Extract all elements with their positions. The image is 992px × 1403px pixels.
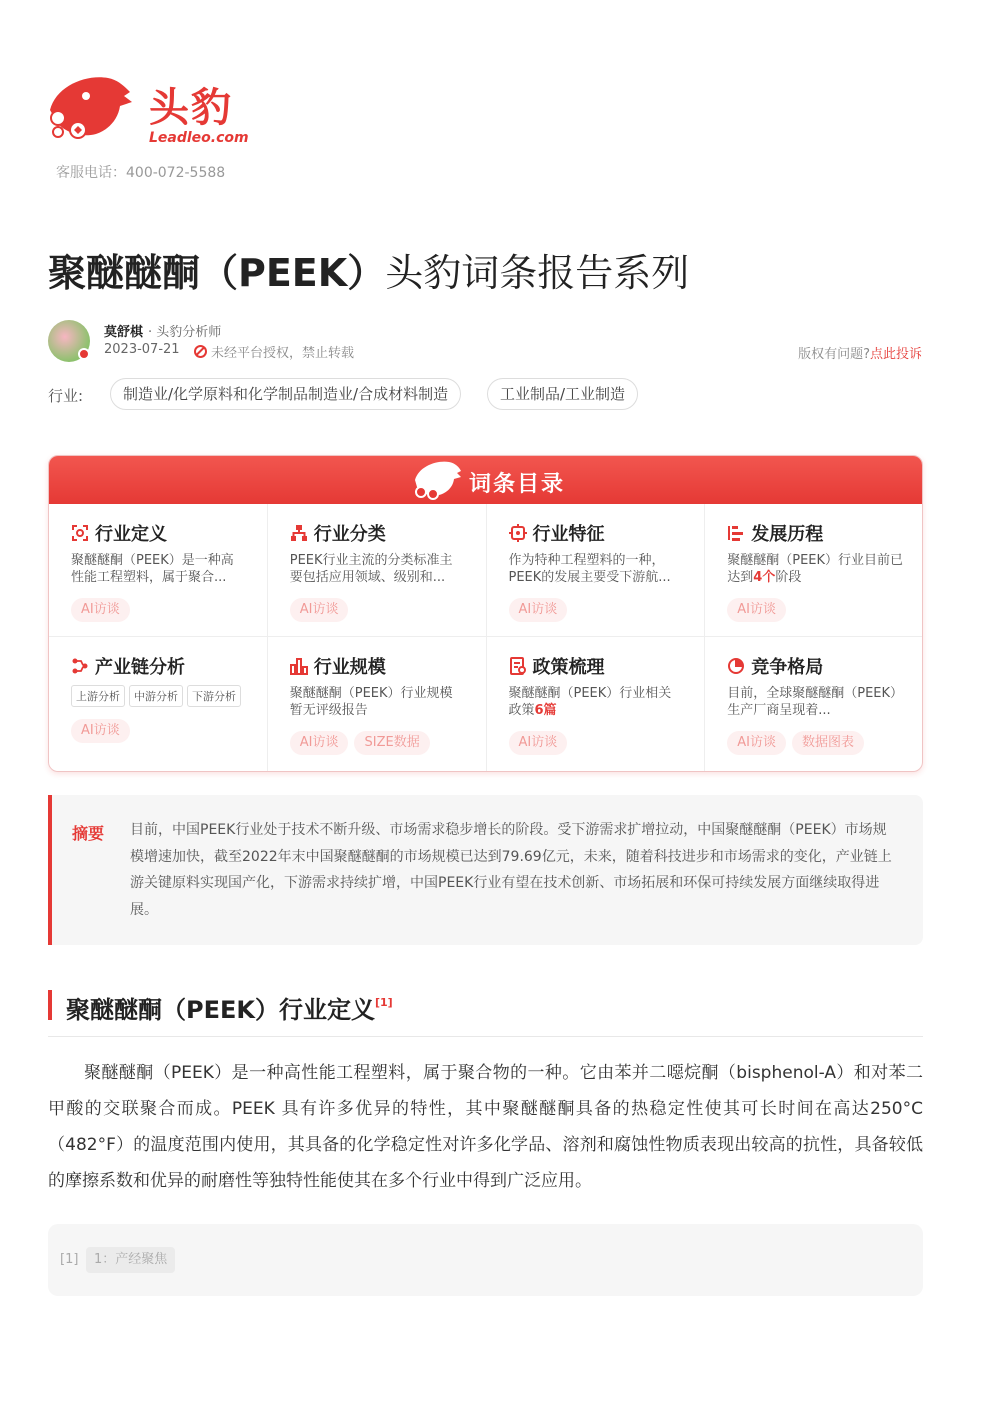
page-title [48, 242, 689, 297]
ai-interview-pill[interactable]: AI访谈 [290, 731, 349, 755]
catalog-item-desc: 聚醚醚酮（PEEK）行业规模暂无评级报告 [289, 686, 453, 718]
summary-box [48, 795, 923, 945]
catalog-item-desc: 目前，全球聚醚醚酮（PEEK）生产厂商呈现着... [727, 686, 904, 718]
section-title-text: 聚醚醚酮（PEEK）行业定义 [66, 996, 375, 1024]
industry-label: 行业: [48, 387, 84, 405]
ai-interview-pill[interactable]: AI访谈 [71, 719, 130, 743]
summary-label: 摘要 [72, 824, 105, 843]
complaint-link[interactable]: 点此投诉 [869, 347, 922, 362]
catalog-item-feature[interactable] [487, 504, 706, 637]
catalog-item-definition[interactable] [49, 504, 268, 637]
ai-interview-pill[interactable]: AI访谈 [727, 731, 786, 755]
section-divider [48, 1036, 923, 1037]
avatar-badge [78, 348, 90, 360]
publish-date: 2023-07-21 [104, 342, 180, 357]
ai-interview-pill[interactable]: AI访谈 [290, 598, 349, 622]
catalog-item-title: 行业分类 [313, 524, 386, 545]
upstream-tag[interactable]: 上游分析 [71, 685, 125, 707]
brand-name: 头豹 [149, 85, 233, 131]
section-marker [48, 990, 52, 1020]
chain-tags [71, 685, 247, 707]
reference-source[interactable]: 1：产经聚焦 [86, 1247, 175, 1273]
brand-url[interactable]: Leadleo.com [149, 130, 249, 146]
catalog-item-title: 发展历程 [751, 524, 824, 545]
desc-highlight: 4个 [753, 570, 776, 585]
desc-text: 聚醚醚酮（PEEK）行业目前已达到 [727, 553, 904, 585]
midstream-tag[interactable]: 中游分析 [129, 685, 183, 707]
catalog-item-history[interactable] [705, 504, 923, 637]
notice-text: 未经平台授权，禁止转载 [211, 346, 355, 361]
title-suffix: 头豹词条报告系列 [385, 251, 690, 295]
catalog-item-desc: 聚醚醚酮（PEEK）是一种高性能工程塑料，属于聚合... [71, 553, 234, 585]
copyright-text: 版权有问题? [798, 347, 870, 362]
data-chart-pill[interactable]: 数据图表 [792, 731, 864, 755]
reference-link[interactable]: [1] [374, 996, 393, 1009]
catalog-grid [49, 504, 923, 772]
catalog-title: 词条目录 [469, 472, 566, 497]
industry-tag[interactable]: 工业制品/工业制造 [487, 378, 638, 410]
reference-number: [1] [60, 1252, 79, 1267]
summary-text: 目前，中国PEEK行业处于技术不断升级、市场需求稳步增长的阶段。受下游需求扩增拉动，中国聚醚醚酮（PEEK）市场规模增速加快，截至2022年末中国聚醚醚酮的市场规模已达到79.69亿元，未来，随着科技进步和市场需求的变化，产业链上游关键原料实现国产化，下游需求持续扩增，中国PEEK行业有望在技术创新、市场拓展和环保可持续发展方面继续取得进展。 [130, 822, 892, 918]
copyright-notice [194, 342, 354, 361]
ban-icon [194, 345, 207, 358]
catalog-item-title: 竞争格局 [751, 657, 824, 678]
catalog-item-policy[interactable] [487, 637, 706, 772]
catalog-header [49, 456, 922, 504]
downstream-tag[interactable]: 下游分析 [187, 685, 241, 707]
competition-icon [727, 657, 745, 675]
author-name[interactable]: 莫舒棋 [104, 325, 144, 340]
classification-icon [290, 524, 308, 542]
catalog-item-scale[interactable] [268, 637, 487, 772]
catalog-item-title: 行业规模 [313, 657, 386, 678]
industry-tag[interactable]: 制造业/化学原料和化学制品制造业/合成材料制造 [110, 378, 461, 410]
policy-icon [509, 657, 527, 675]
desc-text: 聚醚醚酮（PEEK）行业相关政策 [508, 686, 672, 718]
catalog-item-title: 行业定义 [95, 524, 167, 545]
author-role: · 头豹分析师 [148, 325, 222, 340]
catalog-item-classification[interactable] [268, 504, 487, 637]
brand-logo [46, 72, 249, 152]
history-icon [727, 524, 745, 542]
leopard-icon [411, 458, 463, 502]
ai-interview-pill[interactable]: AI访谈 [509, 731, 568, 755]
catalog-item-competition[interactable] [705, 637, 923, 772]
desc-text: 阶段 [775, 570, 802, 585]
ai-interview-pill[interactable]: AI访谈 [509, 598, 568, 622]
catalog-item-title: 产业链分析 [95, 657, 185, 678]
ai-interview-pill[interactable]: AI访谈 [71, 598, 130, 622]
catalog-item-desc [727, 552, 904, 586]
reference-box [48, 1224, 923, 1296]
catalog-item-chain[interactable] [49, 637, 268, 772]
section-title [66, 990, 393, 1025]
size-data-pill[interactable]: SIZE数据 [354, 731, 429, 755]
catalog-item-title: 政策梳理 [532, 657, 605, 678]
ai-interview-pill[interactable]: AI访谈 [727, 598, 786, 622]
title-main: 聚醚醚酮（PEEK） [48, 251, 386, 295]
definition-paragraph: 聚醚醚酮（PEEK）是一种高性能工程塑料，属于聚合物的一种。它由苯并二噁烷酮（bisphenol-A）和对苯二甲酸的交联聚合而成。PEEK 具有许多优异的特性，其中聚醚醚酮具备的热稳定性使其可长时间在高达250°C（482°F）的温度范围内使用，其具备的化学稳定性对许多化学品、溶剂和腐蚀性物质表现出较高的抗性，具备较低的摩擦系数和优异的耐磨性等独特性能使其在多个行业中得到广泛应用。 [48, 1063, 923, 1191]
catalog-item-desc [509, 685, 685, 719]
catalog-item-desc: PEEK行业主流的分类标准主要包括应用领域、级别和... [289, 553, 453, 585]
feature-icon [509, 524, 527, 542]
copyright-complaint [798, 343, 922, 362]
catalog-item-desc: 作为特种工程塑料的一种，PEEK的发展主要受下游航... [508, 553, 671, 585]
scale-icon [290, 657, 308, 675]
desc-highlight: 6篇 [534, 703, 557, 718]
catalog-item-title: 行业特征 [532, 524, 605, 545]
hotline: 客服电话：400-072-5588 [56, 165, 226, 181]
definition-icon [71, 524, 89, 542]
leopard-logo-icon [46, 72, 146, 152]
chain-icon [71, 657, 89, 675]
catalog-card [48, 455, 923, 772]
